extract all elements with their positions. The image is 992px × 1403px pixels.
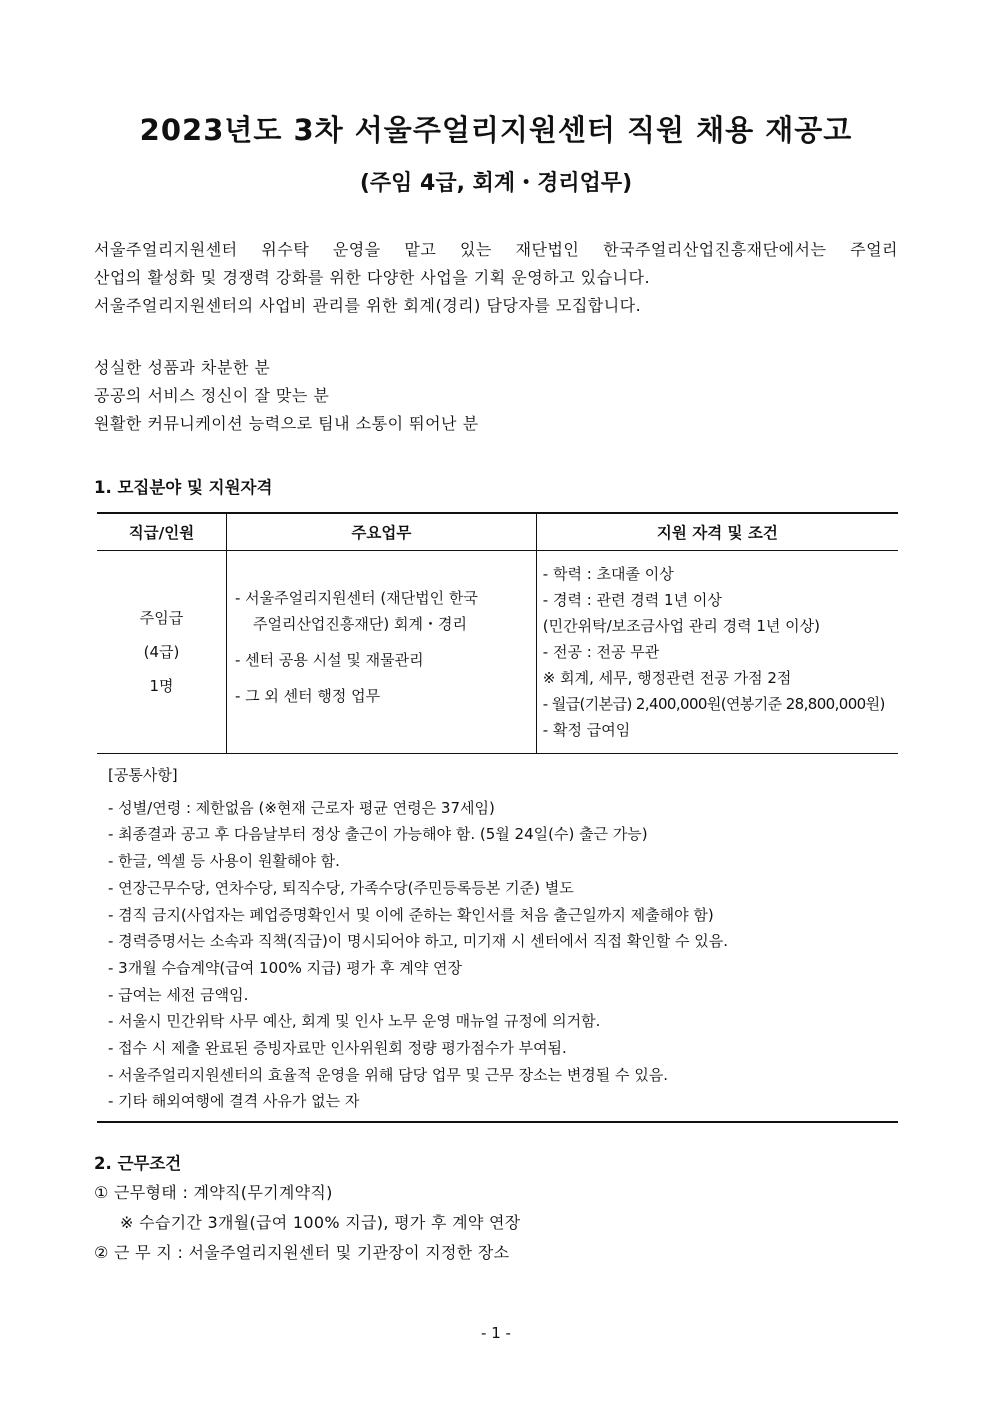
list-item: - 최종결과 공고 후 다음날부터 정상 출근이 가능해야 함. (5월 24일(수) 출근 가능) bbox=[108, 825, 648, 844]
grade-level: (4급) bbox=[143, 643, 180, 661]
list-item: - 연장근무수당, 연차수당, 퇴직수당, 가족수당(주민등록등본 기준) 별도 bbox=[108, 878, 574, 897]
list-item: - 경력증명서는 소속과 직책(직급)이 명시되어야 하고, 미기재 시 센터에서 직접 확인할 수 있음. bbox=[108, 932, 729, 951]
quality-item: 원활한 커뮤니케이션 능력으로 팀내 소통이 뛰어난 분 bbox=[94, 414, 479, 433]
intro-line: 서울주얼리지원센터 위수탁 운영을 맡고 있는 재단법인 한국주얼리산업진흥재단에서는 주얼리 bbox=[94, 240, 898, 259]
header-duties: 주요업무 bbox=[226, 513, 536, 551]
duty-item bbox=[235, 585, 535, 637]
table-header-row bbox=[97, 513, 898, 551]
list-item: - 서울주얼리지원센터의 효율적 운영을 위해 담당 업무 및 근무 장소는 변경될 수 있음. bbox=[108, 1065, 669, 1084]
quality-item: 공공의 서비스 정신이 잘 맞는 분 bbox=[94, 386, 330, 405]
page-subtitle: (주임 4급, 회계・경리업무) bbox=[359, 171, 633, 196]
duty-line: 주얼리산업진흥재단) 회계・경리 bbox=[252, 615, 467, 633]
duty-line: - 서울주얼리지원센터 (재단법인 한국 bbox=[234, 589, 478, 607]
qualification-item: ※ 회계, 세무, 행정관련 전공 가점 2점 bbox=[542, 669, 792, 687]
grade-cell bbox=[97, 551, 226, 754]
duty-item: - 센터 공용 시설 및 재물관리 bbox=[234, 651, 424, 669]
section-2-heading: 2. 근무조건 bbox=[94, 1154, 182, 1173]
list-item: - 접수 시 제출 완료된 증빙자료만 인사위원회 정량 평가점수가 부여됨. bbox=[108, 1039, 567, 1058]
qualification-item: - 학력 : 초대졸 이상 bbox=[542, 565, 674, 583]
page-number: - 1 - bbox=[481, 1324, 511, 1342]
list-item: - 3개월 수습계약(급여 100% 지급) 평가 후 계약 연장 bbox=[108, 958, 463, 977]
recruitment-table bbox=[97, 512, 898, 754]
table-row bbox=[97, 551, 898, 754]
intro-paragraph bbox=[94, 236, 898, 320]
list-item: - 기타 해외여행에 결격 사유가 없는 자 bbox=[108, 1092, 360, 1111]
intro-line: 산업의 활성화 및 경쟁력 강화를 위한 다양한 사업을 기획 운영하고 있습니다. bbox=[94, 268, 651, 287]
page-title: 2023년도 3차 서울주얼리지원센터 직원 채용 재공고 bbox=[139, 113, 853, 147]
condition-note: ※ 수습기간 3개월(급여 100% 지급), 평가 후 계약 연장 bbox=[120, 1213, 521, 1232]
list-item: - 서울시 민간위탁 사무 예산, 회계 및 인사 노무 운영 매뉴얼 규정에 의거함. bbox=[108, 1012, 601, 1031]
common-notes bbox=[108, 762, 898, 1115]
qualities-list bbox=[94, 354, 898, 438]
list-item: - 급여는 세전 금액임. bbox=[108, 985, 249, 1004]
list-item: - 겸직 금지(사업자는 폐업증명확인서 및 이에 준하는 확인서를 처음 출근일까지 제출해야 함) bbox=[108, 905, 714, 924]
work-conditions bbox=[94, 1178, 898, 1268]
duty-item: - 그 외 센터 행정 업무 bbox=[234, 687, 381, 705]
header-grade: 직급/인원 bbox=[97, 513, 226, 551]
qualification-item: - 경력 : 관련 경력 1년 이상 bbox=[542, 591, 722, 609]
common-notes-header: [공통사항] bbox=[108, 766, 178, 784]
section-1-heading: 1. 모집분야 및 지원자격 bbox=[94, 478, 273, 497]
condition-item: ① 근무형태 : 계약직(무기계약직) bbox=[94, 1183, 333, 1202]
grade-rank: 주임급 bbox=[139, 609, 184, 627]
quality-item: 성실한 성품과 차분한 분 bbox=[94, 358, 271, 377]
qualifications-cell bbox=[536, 551, 898, 754]
qualification-item: - 확정 급여임 bbox=[542, 721, 631, 739]
duties-cell bbox=[226, 551, 536, 754]
common-notes-divider bbox=[97, 1121, 898, 1123]
qualification-item: - 전공 : 전공 무관 bbox=[542, 643, 660, 661]
grade-headcount: 1명 bbox=[149, 677, 174, 695]
list-item: - 성별/연령 : 제한없음 (※현재 근로자 평균 연령은 37세임) bbox=[108, 798, 495, 817]
header-qualifications: 지원 자격 및 조건 bbox=[536, 513, 898, 551]
qualification-item: (민간위탁/보조금사업 관리 경력 1년 이상) bbox=[542, 617, 820, 635]
qualification-item: - 월급(기본급) 2,400,000원(연봉기준 28,800,000원) bbox=[542, 695, 885, 713]
list-item: - 한글, 엑셀 등 사용이 원활해야 함. bbox=[108, 852, 340, 871]
intro-line: 서울주얼리지원센터의 사업비 관리를 위한 회계(경리) 담당자를 모집합니다. bbox=[94, 296, 642, 315]
condition-item: ② 근 무 지 : 서울주얼리지원센터 및 기관장이 지정한 장소 bbox=[94, 1243, 510, 1262]
